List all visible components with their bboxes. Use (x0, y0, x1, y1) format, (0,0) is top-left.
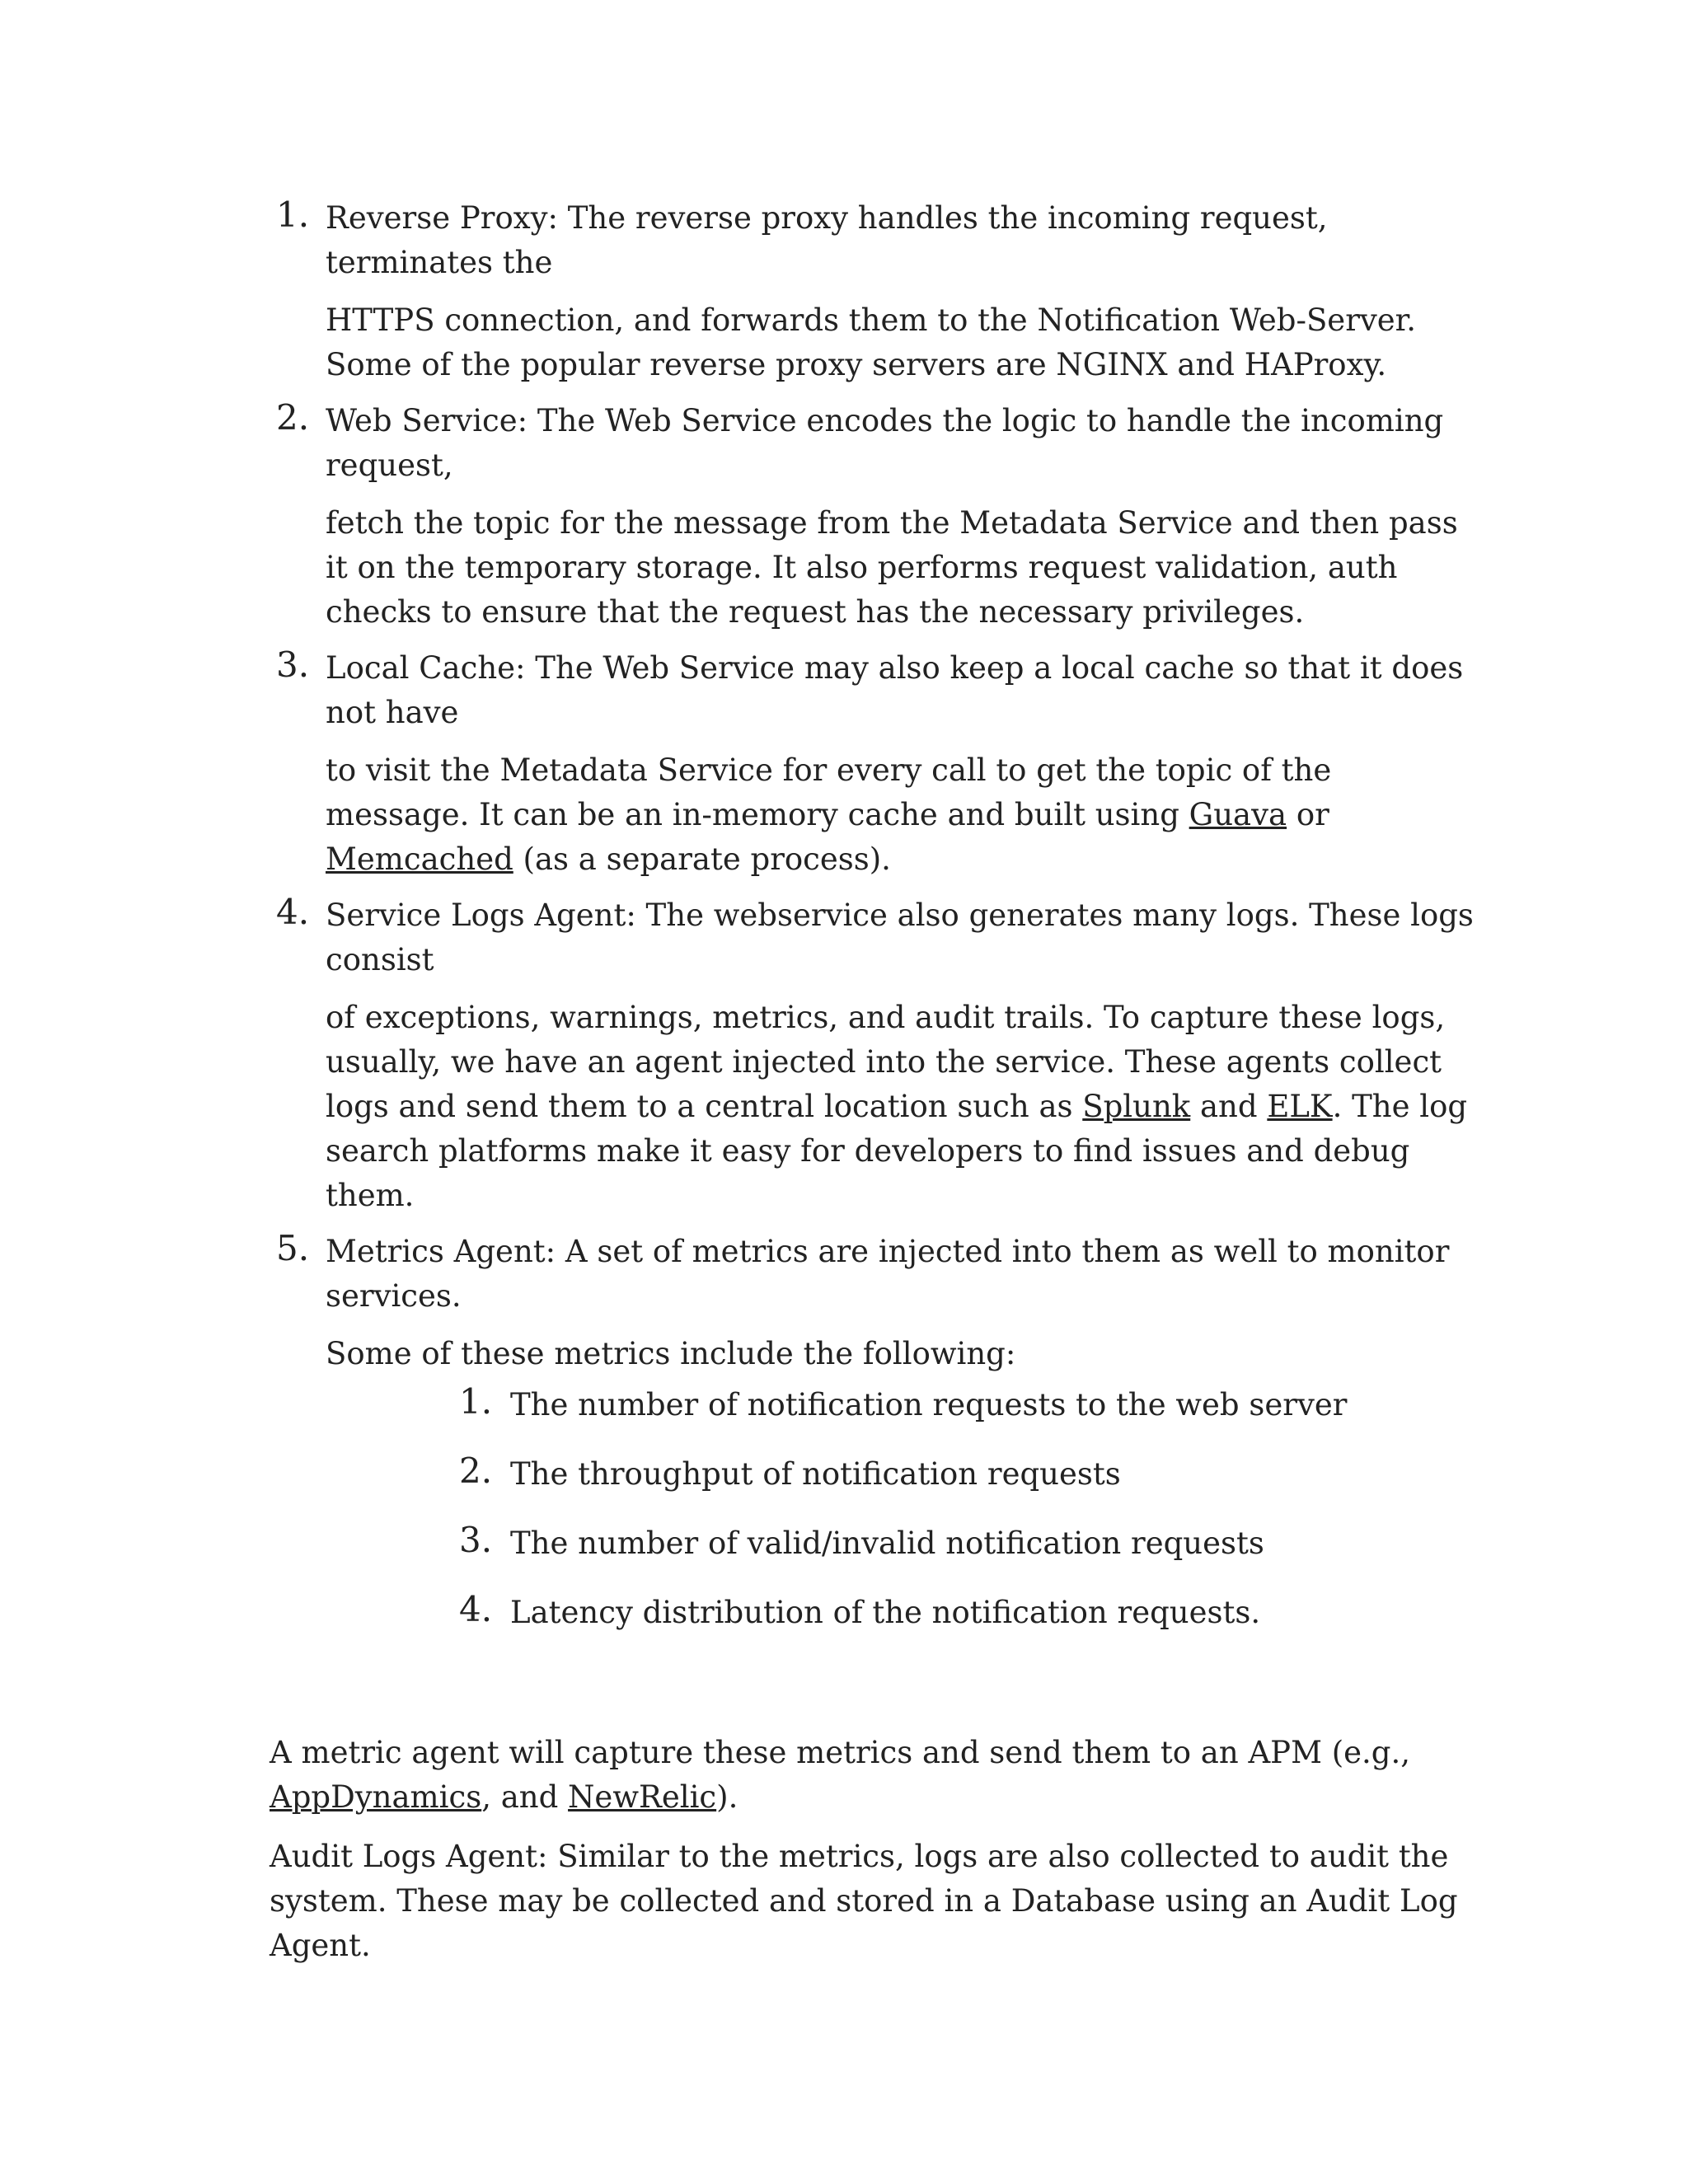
nested-list-text: The throughput of notification requests (510, 1456, 1121, 1492)
nested-list (326, 1383, 1481, 1635)
paragraph-text: ). (716, 1779, 738, 1815)
newrelic-link[interactable]: NewRelic (568, 1779, 717, 1815)
list-item-first-line: Local Cache: The Web Service may also keep a local cache so that it does not have (326, 650, 1464, 730)
apm-paragraph (270, 1731, 1481, 1820)
list-item (270, 893, 1481, 1218)
list-item-text: to visit the Metadata Service for every call to get the topic of the message. It can be an in-memory cache and built using (326, 752, 1332, 832)
document-page (270, 196, 1481, 1983)
list-item-text: and (1190, 1089, 1268, 1124)
list-item-text: Some of these metrics include the following: (326, 1336, 1016, 1371)
paragraph-text: , and (481, 1779, 569, 1815)
list-item-text: or (1287, 797, 1329, 832)
nested-list-text: The number of notification requests to the web server (510, 1387, 1348, 1422)
list-item (270, 399, 1481, 635)
appdynamics-link[interactable]: AppDynamics (270, 1779, 482, 1815)
nested-list-item (326, 1521, 1481, 1566)
list-item-first-line: Web Service: The Web Service encodes the logic to handle the incoming request, (326, 403, 1444, 483)
nested-list-text: Latency distribution of the notification requests. (510, 1595, 1261, 1630)
paragraph-text: A metric agent will capture these metrics and send them to an APM (e.g., (270, 1735, 1411, 1770)
nested-list-number: 1. (459, 1381, 493, 1422)
splunk-link[interactable]: Splunk (1082, 1089, 1191, 1124)
list-item (270, 646, 1481, 882)
nested-list-number: 4. (459, 1589, 493, 1629)
list-item (270, 1230, 1481, 1635)
list-item-text: fetch the topic for the message from the Metadata Service and then pass it on the temporary storage. It also performs request validation, auth checks to ensure that the request has the necessary privileges. (326, 505, 1458, 630)
list-number: 4. (276, 892, 310, 932)
memcached-link[interactable]: Memcached (326, 841, 513, 877)
list-number: 2. (276, 397, 310, 438)
nested-list-item (326, 1383, 1481, 1427)
list-number: 1. (276, 194, 310, 235)
list-item-first-line: Service Logs Agent: The webservice also generates many logs. These logs consist (326, 898, 1474, 977)
list-item-first-line: Reverse Proxy: The reverse proxy handles the incoming request, terminates the (326, 200, 1328, 280)
nested-list-number: 2. (459, 1451, 493, 1491)
numbered-list (270, 196, 1481, 1635)
list-item-first-line: Metrics Agent: A set of metrics are injected into them as well to monitor services. (326, 1234, 1450, 1314)
nested-list-item (326, 1591, 1481, 1635)
list-item-text: of exceptions, warnings, metrics, and audit trails. To capture these logs, usually, we have an agent injected into the service. These agents collect logs and send them to a central location such as (326, 1000, 1446, 1124)
list-item-text: (as a separate process). (513, 841, 891, 877)
list-item-text: . The log search platforms make it easy for developers to find issues and debug them. (326, 1089, 1468, 1213)
audit-logs-paragraph: Audit Logs Agent: Similar to the metrics, logs are also collected to audit the system. These may be collected and stored in a Database using an Audit Log Agent. (270, 1839, 1458, 1963)
guava-link[interactable]: Guava (1189, 797, 1287, 832)
nested-list-item (326, 1452, 1481, 1497)
list-number: 3. (276, 644, 310, 685)
nested-list-number: 3. (459, 1520, 493, 1560)
list-item (270, 196, 1481, 387)
list-number: 5. (276, 1228, 310, 1268)
elk-link[interactable]: ELK (1267, 1089, 1333, 1124)
nested-list-text: The number of valid/invalid notification requests (510, 1526, 1264, 1561)
list-item-text: HTTPS connection, and forwards them to the Notification Web-Server. Some of the popular reverse proxy servers are NGINX and HAProxy. (326, 302, 1417, 382)
